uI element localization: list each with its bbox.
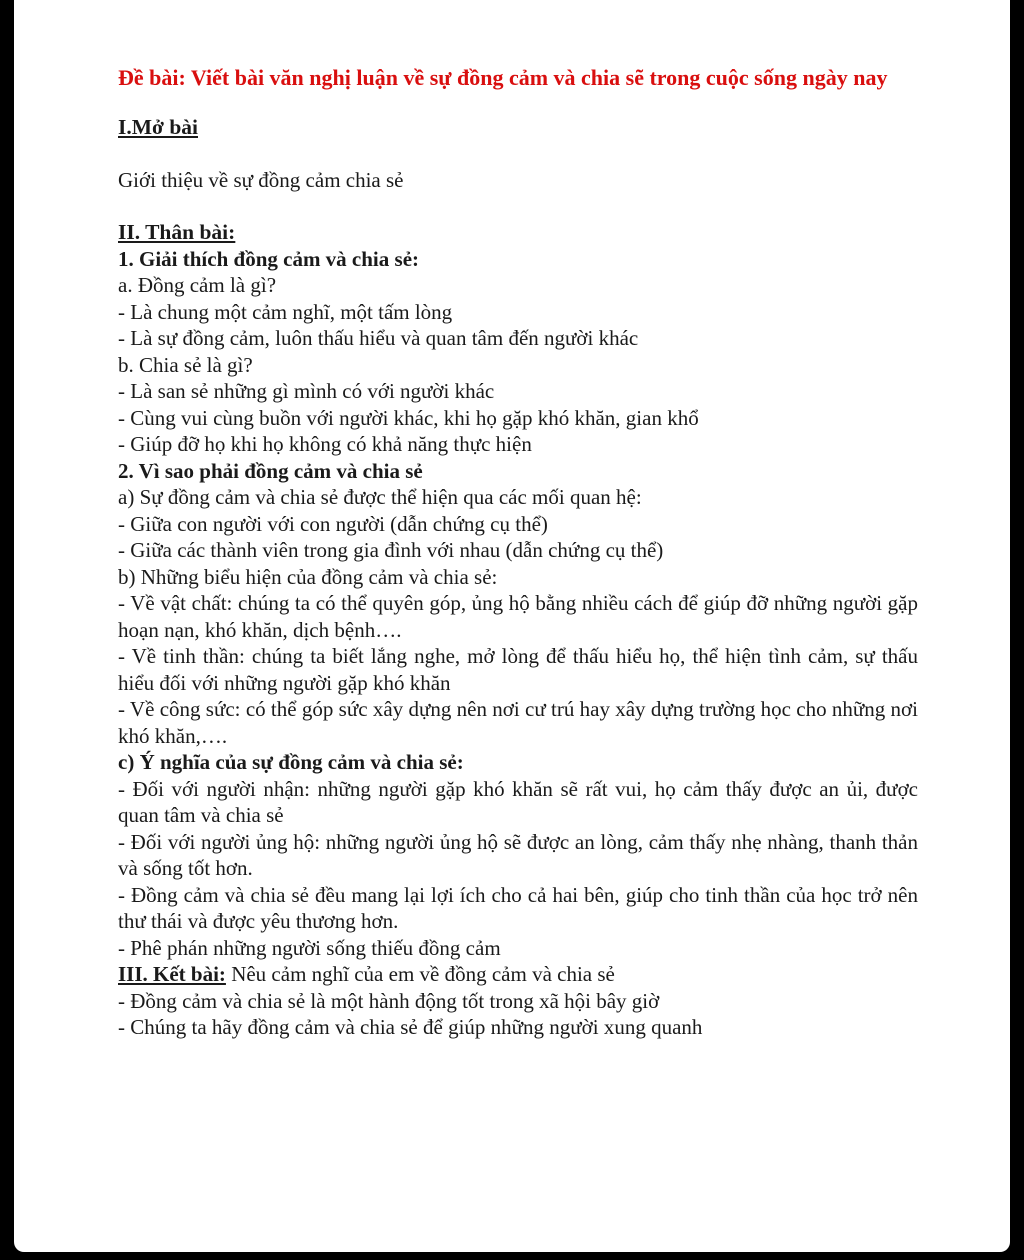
section-1-heading: 1. Giải thích đồng cảm và chia sẻ: [118, 246, 420, 271]
list-item: - Đối với người ủng hộ: những người ủng hộ sẽ được an lòng, cảm thấy nhẹ nhàng, thanh thản và sống tốt hơn. [118, 829, 918, 880]
list-item: - Đối với người nhận: những người gặp khó khăn sẽ rất vui, họ cảm thấy được an ủi, được quan tâm và chia sẻ [118, 776, 918, 827]
list-item: - Về tinh thần: chúng ta biết lắng nghe, mở lòng để thấu hiểu họ, thể hiện tình cảm, sự thấu hiểu đối với những người gặp khó khăn [118, 644, 918, 695]
list-item: - Về vật chất: chúng ta có thể quyên góp, ủng hộ bằng nhiều cách để giúp đỡ những người gặp hoạn nạn, khó khăn, dịch bệnh…. [118, 591, 918, 642]
section-2b-heading: b) Những biểu hiện của đồng cảm và chia sẻ: [118, 564, 498, 589]
conclusion-heading: III. Kết bài: [118, 962, 226, 986]
list-item: - Về công sức: có thể góp sức xây dựng nên nơi cư trú hay xây dựng trường học cho những nơi khó khăn,…. [118, 697, 918, 748]
list-item: - Là sự đồng cảm, luôn thấu hiểu và quan tâm đến người khác [118, 326, 639, 350]
list-item: - Giữa con người với con người (dẫn chứng cụ thể) [118, 511, 548, 536]
list-item: - Đồng cảm và chia sẻ là một hành động tốt trong xã hội bây giờ [118, 988, 660, 1013]
list-item: - Là chung một cảm nghĩ, một tấm lòng [118, 299, 453, 324]
conclusion-text: Nêu cảm nghĩ của em về đồng cảm và chia sẻ [225, 962, 615, 986]
list-item: - Cùng vui cùng buồn với người khác, khi họ gặp khó khăn, gian khổ [118, 405, 699, 430]
list-item: - Giữa các thành viên trong gia đình với nhau (dẫn chứng cụ thể) [118, 538, 664, 562]
section-2-heading: 2. Vì sao phải đồng cảm và chia sẻ [118, 458, 423, 483]
body-heading: II. Thân bài: [118, 220, 236, 244]
section-2a-heading: a) Sự đồng cảm và chia sẻ được thể hiện qua các mối quan hệ: [118, 485, 642, 509]
document-page [14, 0, 1010, 1252]
section-1b-question: b. Chia sẻ là gì? [118, 352, 253, 377]
list-item: - Đồng cảm và chia sẻ đều mang lại lợi ích cho cả hai bên, giúp cho tinh thần của học trở nên thư thái và được yêu thương hơn. [118, 882, 918, 933]
document-title: Đề bài: Viết bài văn nghị luận về sự đồng cảm và chia sẽ trong cuộc sống ngày nay [118, 65, 888, 90]
list-item: - Giúp đỡ họ khi họ không có khả năng thực hiện [118, 432, 532, 456]
conclusion-line [118, 961, 918, 988]
intro-text: Giới thiệu về sự đồng cảm chia sẻ [118, 168, 404, 192]
section-1a-question: a. Đồng cảm là gì? [118, 273, 277, 297]
list-item: - Chúng ta hãy đồng cảm và chia sẻ để giúp những người xung quanh [118, 1015, 703, 1039]
list-item: - Phê phán những người sống thiếu đồng cảm [118, 935, 501, 960]
list-item: - Là san sẻ những gì mình có với người khác [118, 379, 495, 403]
section-2c-heading: c) Ý nghĩa của sự đồng cảm và chia sẻ: [118, 750, 464, 774]
document-content [118, 62, 918, 1041]
intro-heading: I.Mở bài [118, 115, 198, 139]
